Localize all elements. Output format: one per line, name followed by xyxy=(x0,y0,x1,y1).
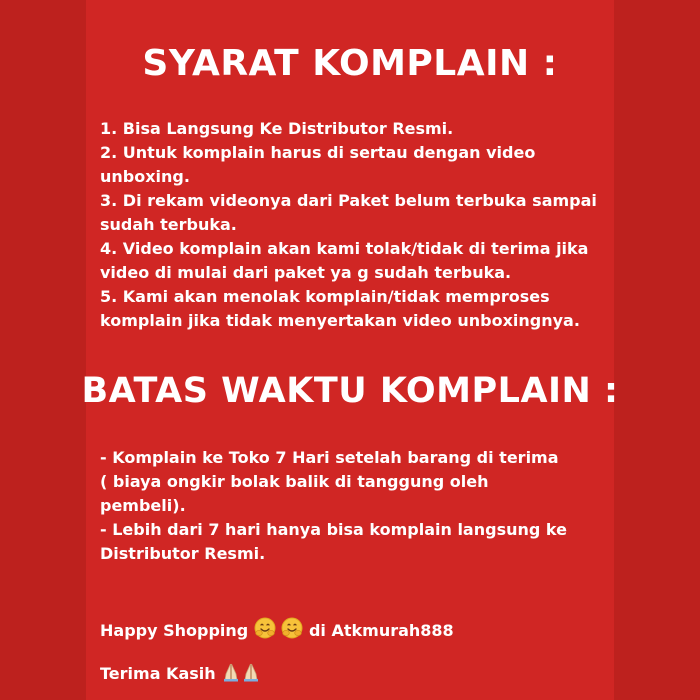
complaint-deadline-title: BATAS WAKTU KOMPLAIN : xyxy=(81,371,619,411)
thank-you-line xyxy=(100,662,620,689)
happy-shopping-text: Happy Shopping xyxy=(100,621,249,640)
happy-shopping-line xyxy=(100,617,620,646)
hugging-face-emoji-icon xyxy=(281,617,303,646)
hugging-face-emoji-icon xyxy=(254,617,276,646)
poster-panel xyxy=(86,0,614,700)
store-name-text: di Atkmurah888 xyxy=(308,621,454,640)
complaint-requirements-list: 1. Bisa Langsung Ke Distributor Resmi. 2. Untuk komplain harus di sertau dengan video unboxing. 3. Di rekam videonya dari Paket belum terbuka sampai sudah terbuka. 4. Video komplain akan kami tolak/tidak di terima jika video di mulai dari paket ya g sudah terbuka. 5. Kami akan menolak komplain/tidak memproses komplain jika tidak menyertakan video unboxingnya. xyxy=(100,119,597,330)
thank-you-text: Terima Kasih xyxy=(100,664,216,683)
left-side-band xyxy=(0,0,86,700)
complaint-requirements-title: SYARAT KOMPLAIN : xyxy=(142,43,558,84)
folded-hands-emoji-icon xyxy=(241,662,261,689)
complaint-deadline-text: - Komplain ke Toko 7 Hari setelah barang di terima ( biaya ongkir bolak balik di tanggung oleh pembeli). - Lebih dari 7 hari hanya bisa komplain langsung ke Distributor Resmi. xyxy=(100,448,567,563)
folded-hands-emoji-icon xyxy=(221,662,241,689)
right-side-band xyxy=(614,0,700,700)
